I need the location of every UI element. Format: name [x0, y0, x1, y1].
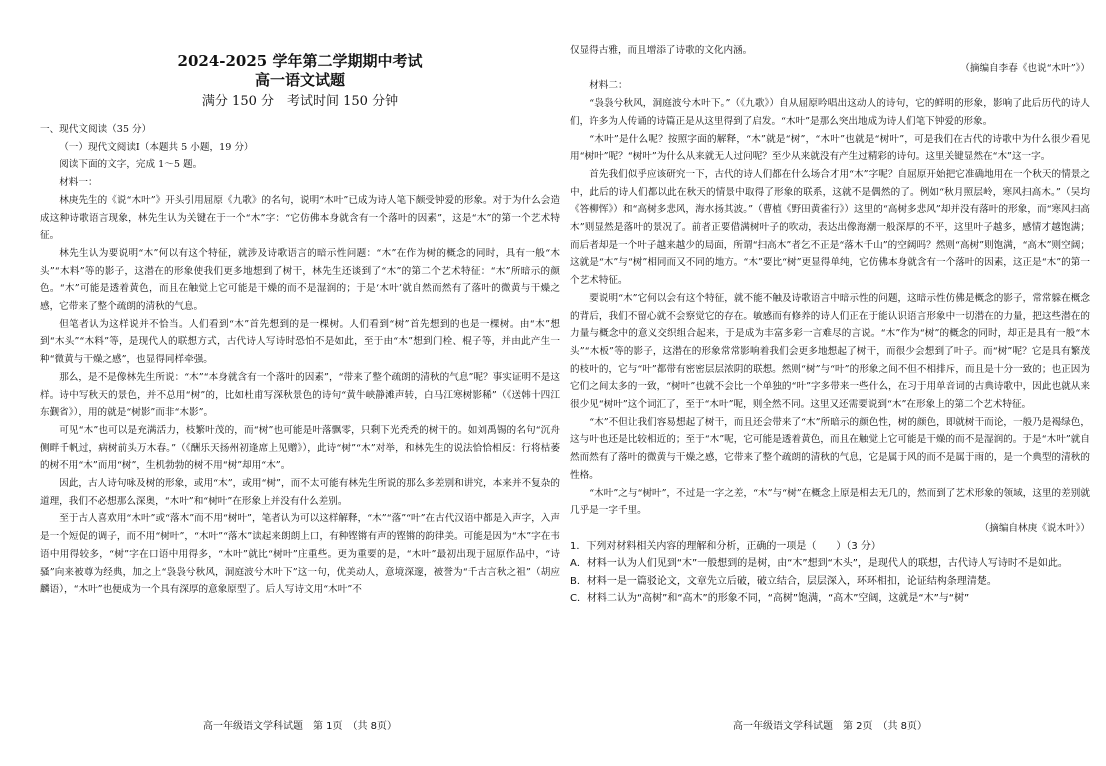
- option-a: A．材料一认为人们见到“木”一般想到的是树，由“木”想到“木头”，是现代人的联想，古代诗人写诗时不是如此。: [570, 558, 1068, 570]
- source-citation: （摘编自林庚《说木叶》）: [979, 522, 1090, 534]
- page-right: [570, 0, 1090, 766]
- section-heading: 一、现代文阅读（35 分）: [40, 124, 152, 135]
- question-1: 1．下列对材料相关内容的理解和分析，正确的一项是（ ）（3 分）: [570, 540, 881, 552]
- exam-subject: 高一语文试题: [254, 71, 345, 89]
- paragraph: 那么，是不是像林先生所说：“木”“本身就含有一个落叶的因素”，“带来了整个疏朗的清秋的气息”呢？事实证明不是这样。诗中写秋天的景色，并不总用“树”的，比如杜甫写深秋景色的诗句“黄牛峡静滩声转，白马江寒树影稀”（《送韩十四江东觐省》），用的就是“树影”而非“木影”。: [40, 371, 560, 419]
- source-citation: （摘编自李春《也说“木叶”》）: [960, 62, 1090, 74]
- instruction: 阅读下面的文字，完成 1～5 题。: [59, 159, 203, 171]
- paragraph: 仅显得古雅，而且增添了诗歌的文化内涵。: [570, 45, 753, 56]
- page-footer: 高一年级语文学科试题 第 2页 （共 8页）: [732, 721, 928, 732]
- option-b: B．材料一是一篇驳论文，文章先立后破，破立结合，层层深入，环环相扣，论证结构条理清楚。: [570, 575, 997, 587]
- exam-title-block: [40, 52, 560, 111]
- exam-title: 2024-2025 学年第二学期期中考试: [177, 52, 423, 70]
- paragraph: 因此，古人诗句咏及树的形象，或用“木”，或用“树”，而不太可能有林先生所说的那么多差别和讲究，本来并不复杂的道理，我们不必想那么深奥，“木叶”和“树叶”在形象上并没有什么差别。: [40, 478, 560, 507]
- option-c: C．材料二认为“高树”和“高木”的形象不同，“高树”饱满，“高木”空阔，这就是“木”与“树”: [570, 593, 970, 605]
- paragraph: “木叶”之与“树叶”，不过是一字之差，“木”与“树”在概念上原是相去无几的，然而到了艺术形象的领域，这里的差别就几乎是一字千里。: [570, 487, 1090, 517]
- paragraph: “袅袅兮秋风，洞庭波兮木叶下。”（《九歌》）自从屈原吟唱出这动人的诗句，它的鲜明的形象，影响了此后历代的诗人们，许多为人传诵的诗篇正是从这里得到了启发。“木叶”是那么突出地成为诗人们笔下钟爱的形象。: [570, 98, 1090, 127]
- material-label: 材料二：: [589, 80, 628, 92]
- paragraph: “木叶”是什么呢？按照字面的解释，“木”就是“树”，“木叶”也就是“树叶”，可是我们在古代的诗歌中为什么很少看见用“树叶”呢？“树叶”为什么从来就无人过问呢？至少从来就没有产生过精彩的诗句。这里关键显然在“木”这一字。: [570, 133, 1090, 163]
- paragraph: 可见“木”也可以是充满活力，枝繁叶茂的，而“树”也可能是叶落飘零，只剩下光秃秃的树干的。如刘禹锡的名句“沉舟侧畔千帆过，病树前头万木春。”（《酬乐天扬州初逢席上见赠》），此诗“树”“木”对举，和林先生的说法恰恰相反：行将枯萎的树不用“木”而用“树”，生机勃勃的树不用“树”却用“木”。: [40, 424, 560, 472]
- page-left: [40, 0, 560, 766]
- paragraph: 至于古人喜欢用“木叶”或“落木”而不用“树叶”，笔者认为可以这样解释，“木”“落”“叶”在古代汉语中都是入声字，入声是一个短促的调子，而不用“树叶”，“木叶”“落木”读起来朗朗上口，有种铿锵有声的铿锵的韵律美。可能是因为“木”字在韦语中用得较多，“树”字在口语中用得多，“木叶”就比“树叶”庄重些。更为重要的是，“木叶”最初出现于屈原作品中，“诗骚”向来被尊为经典，加之上“袅袅兮秋风，洞庭波兮木叶下”这一句，优美动人，意境深邃，被誉为“千古言秋之祖”（胡应麟语），“木叶”也便成为一个具有深厚的意象原型了。后人写诗文用“木叶”不: [40, 513, 560, 596]
- paragraph: 但笔者认为这样说并不恰当。人们看到“木”首先想到的是一棵树。人们看到“树”首先想到的也是一棵树。由“木”想到“木头”“木料”等，是现代人的联想方式，古代诗人写诗时恐怕不是如此，至于由“木”想到门栓、棍子等，并由此产生一种“微黄与干燥之感”，也显得同样牵强。: [40, 318, 560, 366]
- paragraph: 林庚先生的《说“木叶”》开头引用屈原《九歌》的名句，说明“木叶”已成为诗人笔下颇受钟爱的形象。对于为什么会造成这种诗歌语言现象，林先生认为关键在于一个“木”字：“它仿佛本身就含有一个落叶的因素”，这是“木”的第一个艺术特征。: [40, 194, 560, 242]
- exam-score-time: 满分 150 分 考试时间 150 分钟: [201, 94, 399, 109]
- subsection-heading: （一）现代文阅读Ⅰ（本题共 5 小题，19 分）: [59, 141, 254, 153]
- page-footer: 高一年级语文学科试题 第 1页 （共 8页）: [202, 721, 398, 732]
- paragraph: “木”不但让我们容易想起了树干，而且还会带来了“木”所暗示的颜色性，树的颜色，即就树干而论，一般乃是褐绿色，这与叶也还是比较相近的；至于“木”呢，它可能是透着黄色，而且在触觉上它可能是干燥的而不是湿润的。于是“木叶”就自然而然有了落叶的微黄与干燥之感，它带来了整个疏朗的清秋的气息，它是属于风的而不是属于雨的，是一个典型的清秋的性格。: [570, 416, 1090, 481]
- material-label: 材料一：: [59, 177, 98, 189]
- paragraph: 要说明“木”它何以会有这个特征，就不能不触及诗歌语言中暗示性的问题，这暗示性仿佛是概念的影子，常常躲在概念的背后，我们不留心就不会察觉它的存在。敏感而有修养的诗人们正在于能认识语言形象中一切潜在的力量，把这些潜在的力量与概念中的意义交织组合起来，于是成为丰富多彩一言难尽的言说。“木”作为“树”的概念的同时，却正是具有一般“木头”“木板”等的影子，这潜在的形象常常影响着我们会更多地想起了树干，而很少会想到了叶子。而“树”呢？它是具有繁茂的枝叶的，它与“叶”都带有密密层层浓阴的联想。然则“树”与“叶”的形象之间不但不相排斥，而且是十分一致的；也正因为它们之间太多的一致，“树叶”也就不会比一个单独的“叶”字多带来一些什么，在习于用单音词的古典诗歌中，因此也就从来很少见“树叶”这个词汇了，至于“木叶”呢，则全然不同。这里又还需要说到“木”在形象上的第二个艺术特征。: [570, 292, 1090, 411]
- paragraph: 林先生认为要说明“木”何以有这个特征，就涉及诗歌语言的暗示性问题：“木”在作为树的概念的同时，具有一般“木头”“木料”等的影子，这潜在的形象使我们更多地想到了树干，林先生还谈到了“木”的第二个艺术特征：“木”所暗示的颜色。“木”可能是透着黄色，而且在触觉上它可能是干燥的而不是湿润的；于是‘木叶’就自然而然有了落叶的微黄与干燥之感，它带来了整个疏朗的清秋的气息。: [40, 247, 560, 313]
- paragraph: 首先我们似乎应该研究一下，古代的诗人们都在什么场合才用“木”字呢？自屈原开始把它准确地用在一个秋天的情景之中，此后的诗人们都以此在秋天的情景中取得了形象的联系，这就不是偶然的了。例如“秋月照层岭，寒风扫高木。”（吴均《答柳恽》）和“高树多悲风，海水扬其波。”（曹植《野田黄雀行》）这里的“高树多悲风”却并没有落叶的形象，而“寒风扫高木”则显然是落叶的景况了。前者正要借满树叶子的吹动，表达出像海潮一般深厚的不平，这里叶子越多，感情才越饱满；而后者却是一个叶子越来越少的局面，所谓“扫高木”者乞不正是“落木千山”的空阔吗？然则“高树”则饱满，“高木”则空阔；这就是“木”与“树”相同而又不同的地方。“木”要比“树”更显得单纯，它仿佛本身就含有一个落叶的因素，这正是“木”的第一个艺术特征。: [570, 168, 1090, 287]
